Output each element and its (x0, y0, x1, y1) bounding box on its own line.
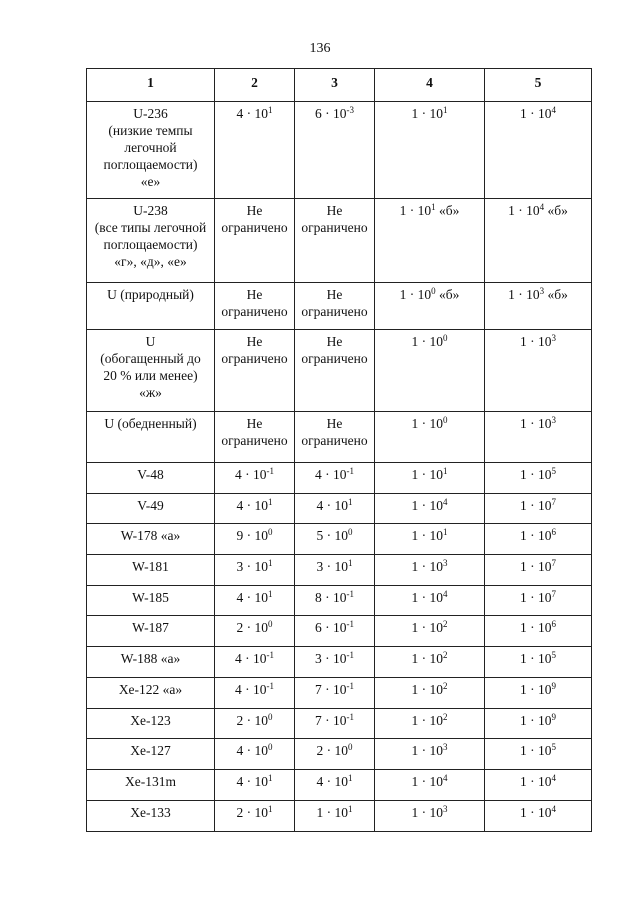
cell-line: V-48 (137, 467, 164, 482)
value-cell-col-2 (215, 770, 295, 801)
radionuclide-table (86, 68, 592, 832)
value-cell-col-2 (215, 283, 295, 330)
value-exponent: 6 (551, 619, 556, 629)
value-cell-col-5 (485, 102, 592, 199)
value-note: «б» (435, 203, 460, 218)
value-cell-col-3 (295, 102, 375, 199)
value-cell-col-3 (295, 494, 375, 524)
value-cell-col-5 (485, 283, 592, 330)
value-exponent: -1 (346, 712, 354, 722)
value-exponent: 1 (348, 804, 353, 814)
value-cell-col-3 (295, 616, 375, 647)
value-cell-col-2 (215, 102, 295, 199)
value-cell-col-4 (375, 555, 485, 586)
value-exponent: 2 (443, 712, 448, 722)
value-cell-col-2 (215, 709, 295, 739)
value-mantissa: 1 · 10 (520, 416, 552, 431)
value-cell-col-4 (375, 102, 485, 199)
cell-line: W-181 (132, 559, 169, 574)
value-cell-col-4 (375, 199, 485, 283)
value-cell-col-2 (215, 412, 295, 463)
value-exponent: 1 (443, 466, 448, 476)
value-cell-col-5 (485, 412, 592, 463)
value-mantissa: 1 · 10 (520, 651, 552, 666)
value-exponent: 1 (268, 589, 273, 599)
value-mantissa: 3 · 10 (316, 559, 348, 574)
value-mantissa: 1 · 10 (520, 528, 552, 543)
value-mantissa: 1 · 10 (508, 203, 540, 218)
value-mantissa: 4 · 10 (236, 106, 268, 121)
nuclide-name-cell (87, 555, 215, 586)
value-exponent: 0 (268, 619, 273, 629)
value-cell-col-4 (375, 739, 485, 770)
value-cell-col-3 (295, 678, 375, 709)
value-mantissa: 1 · 10 (520, 805, 552, 820)
value-cell-col-2 (215, 463, 295, 494)
value-mantissa: 1 · 10 (520, 713, 552, 728)
cell-line: ограничено (221, 220, 288, 235)
table-row (87, 739, 592, 770)
value-exponent: 0 (268, 712, 273, 722)
cell-line: W-188 «а» (120, 651, 181, 666)
value-exponent: 0 (348, 527, 353, 537)
nuclide-name-cell (87, 739, 215, 770)
value-cell-col-4 (375, 770, 485, 801)
value-cell-col-2 (215, 330, 295, 412)
value-cell-col-4 (375, 283, 485, 330)
cell-line: Не (246, 203, 263, 218)
value-note: «б» (544, 203, 568, 218)
column-header-4: 4 (375, 69, 485, 102)
value-exponent: 1 (348, 558, 353, 568)
cell-line: ограничено (221, 433, 288, 448)
table-row (87, 555, 592, 586)
cell-line: (все типы легочной (94, 220, 207, 235)
cell-line: «г», «д», «е» (114, 254, 187, 269)
cell-line: ограничено (301, 220, 368, 235)
cell-line: (обогащенный до (100, 351, 201, 366)
table-row (87, 678, 592, 709)
value-cell-col-4 (375, 647, 485, 678)
value-cell-col-3 (295, 199, 375, 283)
value-cell-col-5 (485, 739, 592, 770)
table-row (87, 463, 592, 494)
value-mantissa: 4 · 10 (235, 467, 267, 482)
value-exponent: 0 (268, 742, 273, 752)
value-exponent: 4 (551, 804, 556, 814)
value-cell-col-2 (215, 647, 295, 678)
value-cell-col-5 (485, 801, 592, 832)
cell-line: ограничено (221, 304, 288, 319)
value-exponent: -1 (266, 466, 274, 476)
value-exponent: -1 (266, 681, 274, 691)
value-cell-col-3 (295, 463, 375, 494)
cell-line: U-238 (133, 203, 168, 218)
nuclide-name-cell (87, 678, 215, 709)
value-exponent: 1 (268, 773, 273, 783)
table-body (87, 102, 592, 832)
value-mantissa: 4 · 10 (236, 590, 268, 605)
value-exponent: 4 (443, 497, 448, 507)
nuclide-name-cell (87, 463, 215, 494)
cell-line: Не (326, 334, 343, 349)
cell-line: ограничено (301, 351, 368, 366)
value-exponent: 4 (539, 202, 545, 212)
value-mantissa: 1 · 10 (316, 805, 348, 820)
table-row (87, 412, 592, 463)
value-cell-col-4 (375, 494, 485, 524)
value-mantissa: 1 · 10 (411, 334, 443, 349)
cell-line: ограничено (221, 351, 288, 366)
value-mantissa: 1 · 10 (508, 287, 540, 302)
value-cell-col-4 (375, 330, 485, 412)
value-mantissa: 9 · 10 (236, 528, 268, 543)
value-exponent: 9 (551, 712, 556, 722)
value-exponent: 3 (551, 333, 556, 343)
cell-line: поглощаемости) (103, 237, 198, 252)
value-exponent: -1 (346, 681, 354, 691)
value-mantissa: 1 · 10 (399, 287, 432, 302)
table-row (87, 199, 592, 283)
table-row (87, 330, 592, 412)
value-mantissa: 1 · 10 (520, 467, 552, 482)
value-exponent: 2 (443, 650, 448, 660)
cell-line: Xe-133 (130, 805, 171, 820)
value-exponent: 7 (551, 497, 556, 507)
cell-line: W-187 (132, 620, 169, 635)
value-cell-col-4 (375, 412, 485, 463)
value-exponent: -1 (346, 466, 354, 476)
value-cell-col-2 (215, 616, 295, 647)
value-cell-col-2 (215, 199, 295, 283)
value-exponent: 3 (443, 804, 448, 814)
table-row (87, 709, 592, 739)
value-cell-col-5 (485, 524, 592, 555)
value-mantissa: 1 · 10 (411, 774, 443, 789)
value-note: «б» (435, 287, 460, 302)
value-cell-col-5 (485, 199, 592, 283)
value-cell-col-2 (215, 555, 295, 586)
value-mantissa: 7 · 10 (315, 713, 347, 728)
value-cell-col-2 (215, 678, 295, 709)
value-exponent: 6 (551, 527, 556, 537)
value-exponent: 5 (551, 466, 556, 476)
value-exponent: 9 (551, 681, 556, 691)
value-cell-col-3 (295, 586, 375, 616)
value-exponent: 0 (443, 333, 448, 343)
value-mantissa: 5 · 10 (316, 528, 348, 543)
value-mantissa: 1 · 10 (411, 620, 443, 635)
value-mantissa: 3 · 10 (315, 651, 347, 666)
value-exponent: 1 (443, 105, 448, 115)
cell-line: W-185 (132, 590, 169, 605)
cell-line: U (145, 334, 156, 349)
value-cell-col-2 (215, 801, 295, 832)
value-mantissa: 1 · 10 (520, 498, 552, 513)
nuclide-name-cell (87, 616, 215, 647)
page-number: 136 (309, 41, 331, 56)
value-mantissa: 1 · 10 (520, 590, 552, 605)
value-mantissa: 4 · 10 (236, 774, 268, 789)
value-cell-col-4 (375, 709, 485, 739)
value-cell-col-3 (295, 770, 375, 801)
cell-line: Не (246, 334, 263, 349)
value-mantissa: 4 · 10 (315, 467, 347, 482)
table-row (87, 770, 592, 801)
value-mantissa: 1 · 10 (411, 713, 443, 728)
value-cell-col-5 (485, 555, 592, 586)
column-header-1: 1 (87, 69, 215, 102)
value-mantissa: 2 · 10 (236, 713, 268, 728)
value-exponent: -1 (346, 589, 354, 599)
value-cell-col-3 (295, 283, 375, 330)
value-exponent: 3 (551, 415, 556, 425)
cell-line: Xe-127 (130, 743, 171, 758)
value-cell-col-2 (215, 739, 295, 770)
value-exponent: 4 (443, 589, 448, 599)
value-exponent: 0 (348, 742, 353, 752)
value-cell-col-3 (295, 709, 375, 739)
value-mantissa: 1 · 10 (411, 805, 443, 820)
cell-line: Не (246, 416, 263, 431)
value-exponent: 2 (443, 619, 448, 629)
cell-line: «е» (140, 174, 161, 189)
value-mantissa: 7 · 10 (315, 682, 347, 697)
value-exponent: 4 (443, 773, 448, 783)
value-cell-col-5 (485, 647, 592, 678)
value-cell-col-4 (375, 616, 485, 647)
cell-line: V-49 (137, 498, 164, 513)
value-mantissa: 1 · 10 (411, 467, 443, 482)
cell-line: (низкие темпы (108, 123, 193, 138)
column-header-5: 5 (485, 69, 592, 102)
value-exponent: -3 (346, 105, 354, 115)
value-cell-col-3 (295, 330, 375, 412)
value-mantissa: 4 · 10 (235, 651, 267, 666)
value-exponent: 1 (268, 804, 273, 814)
value-cell-col-3 (295, 524, 375, 555)
value-cell-col-4 (375, 678, 485, 709)
table-header-row (87, 69, 592, 102)
value-exponent: 0 (443, 415, 448, 425)
value-mantissa: 1 · 10 (411, 416, 443, 431)
value-exponent: 1 (348, 497, 353, 507)
value-cell-col-2 (215, 586, 295, 616)
cell-line: поглощаемости) (103, 157, 198, 172)
value-exponent: 5 (551, 650, 556, 660)
nuclide-name-cell (87, 801, 215, 832)
value-mantissa: 8 · 10 (315, 590, 347, 605)
nuclide-name-cell (87, 770, 215, 801)
value-cell-col-4 (375, 586, 485, 616)
value-cell-col-4 (375, 463, 485, 494)
value-mantissa: 1 · 10 (520, 682, 552, 697)
column-header-2: 2 (215, 69, 295, 102)
value-cell-col-5 (485, 330, 592, 412)
value-mantissa: 1 · 10 (411, 106, 443, 121)
value-exponent: 1 (443, 527, 448, 537)
cell-line: W-178 «а» (120, 528, 181, 543)
value-mantissa: 1 · 10 (520, 774, 552, 789)
value-exponent: -1 (266, 650, 274, 660)
table-row (87, 283, 592, 330)
value-mantissa: 1 · 10 (520, 620, 552, 635)
value-exponent: 3 (443, 558, 448, 568)
cell-line: U-236 (133, 106, 168, 121)
value-exponent: -1 (346, 619, 354, 629)
cell-line: Не (326, 287, 343, 302)
value-mantissa: 1 · 10 (411, 682, 443, 697)
cell-line: Xe-122 «а» (118, 682, 183, 697)
table-row (87, 647, 592, 678)
table-row (87, 102, 592, 199)
value-exponent: 4 (551, 105, 556, 115)
value-cell-col-2 (215, 524, 295, 555)
table-row (87, 586, 592, 616)
value-mantissa: 1 · 10 (411, 590, 443, 605)
nuclide-name-cell (87, 709, 215, 739)
value-cell-col-4 (375, 524, 485, 555)
nuclide-name-cell (87, 283, 215, 330)
value-mantissa: 4 · 10 (316, 774, 348, 789)
value-mantissa: 1 · 10 (520, 559, 552, 574)
column-header-3: 3 (295, 69, 375, 102)
value-cell-col-5 (485, 463, 592, 494)
nuclide-name-cell (87, 199, 215, 283)
value-exponent: 0 (431, 286, 436, 296)
cell-line: Не (246, 287, 263, 302)
value-exponent: 7 (551, 558, 556, 568)
value-exponent: 5 (551, 742, 556, 752)
value-exponent: 1 (268, 105, 273, 115)
value-mantissa: 3 · 10 (236, 559, 268, 574)
cell-line: 20 % или менее) (103, 368, 198, 383)
table-row (87, 524, 592, 555)
value-mantissa: 4 · 10 (235, 682, 267, 697)
value-mantissa: 1 · 10 (411, 743, 443, 758)
value-cell-col-5 (485, 586, 592, 616)
cell-line: Не (326, 416, 343, 431)
value-mantissa: 6 · 10 (315, 620, 347, 635)
value-cell-col-2 (215, 494, 295, 524)
value-exponent: 1 (431, 202, 436, 212)
cell-line: Xe-123 (130, 713, 171, 728)
value-exponent: 1 (348, 773, 353, 783)
value-exponent: 2 (443, 681, 448, 691)
value-cell-col-5 (485, 494, 592, 524)
cell-line: ограничено (301, 433, 368, 448)
value-mantissa: 4 · 10 (236, 743, 268, 758)
cell-line: ограничено (301, 304, 368, 319)
nuclide-name-cell (87, 494, 215, 524)
value-mantissa: 1 · 10 (520, 334, 552, 349)
nuclide-name-cell (87, 586, 215, 616)
value-cell-col-3 (295, 801, 375, 832)
value-mantissa: 1 · 10 (411, 559, 443, 574)
value-mantissa: 2 · 10 (316, 743, 348, 758)
value-mantissa: 1 · 10 (411, 498, 443, 513)
nuclide-name-cell (87, 102, 215, 199)
cell-line: Xe-131m (125, 774, 176, 789)
value-mantissa: 4 · 10 (236, 498, 268, 513)
value-exponent: 4 (551, 773, 556, 783)
table-row (87, 616, 592, 647)
value-mantissa: 1 · 10 (411, 651, 443, 666)
value-mantissa: 1 · 10 (411, 528, 443, 543)
value-exponent: 1 (268, 497, 273, 507)
nuclide-name-cell (87, 524, 215, 555)
value-exponent: 7 (551, 589, 556, 599)
value-cell-col-3 (295, 555, 375, 586)
value-exponent: -1 (346, 650, 354, 660)
cell-line: легочной (124, 140, 177, 155)
value-cell-col-5 (485, 770, 592, 801)
value-exponent: 0 (268, 527, 273, 537)
value-mantissa: 2 · 10 (236, 805, 268, 820)
nuclide-name-cell (87, 647, 215, 678)
value-mantissa: 1 · 10 (520, 743, 552, 758)
value-cell-col-3 (295, 647, 375, 678)
value-mantissa: 1 · 10 (520, 106, 552, 121)
nuclide-name-cell (87, 412, 215, 463)
value-mantissa: 4 · 10 (316, 498, 348, 513)
value-cell-col-3 (295, 739, 375, 770)
table-row (87, 801, 592, 832)
value-cell-col-3 (295, 412, 375, 463)
value-mantissa: 1 · 10 (399, 203, 432, 218)
value-mantissa: 2 · 10 (236, 620, 268, 635)
value-exponent: 1 (268, 558, 273, 568)
cell-line: «ж» (139, 385, 162, 400)
value-cell-col-5 (485, 709, 592, 739)
value-cell-col-5 (485, 678, 592, 709)
cell-line: Не (326, 203, 343, 218)
cell-line: U (обедненный) (104, 416, 197, 431)
table-row (87, 494, 592, 524)
value-cell-col-5 (485, 616, 592, 647)
value-exponent: 3 (443, 742, 448, 752)
value-note: «б» (544, 287, 568, 302)
nuclide-name-cell (87, 330, 215, 412)
value-mantissa: 6 · 10 (315, 106, 347, 121)
cell-line: U (природный) (107, 287, 194, 302)
value-cell-col-4 (375, 801, 485, 832)
value-exponent: 3 (539, 286, 545, 296)
